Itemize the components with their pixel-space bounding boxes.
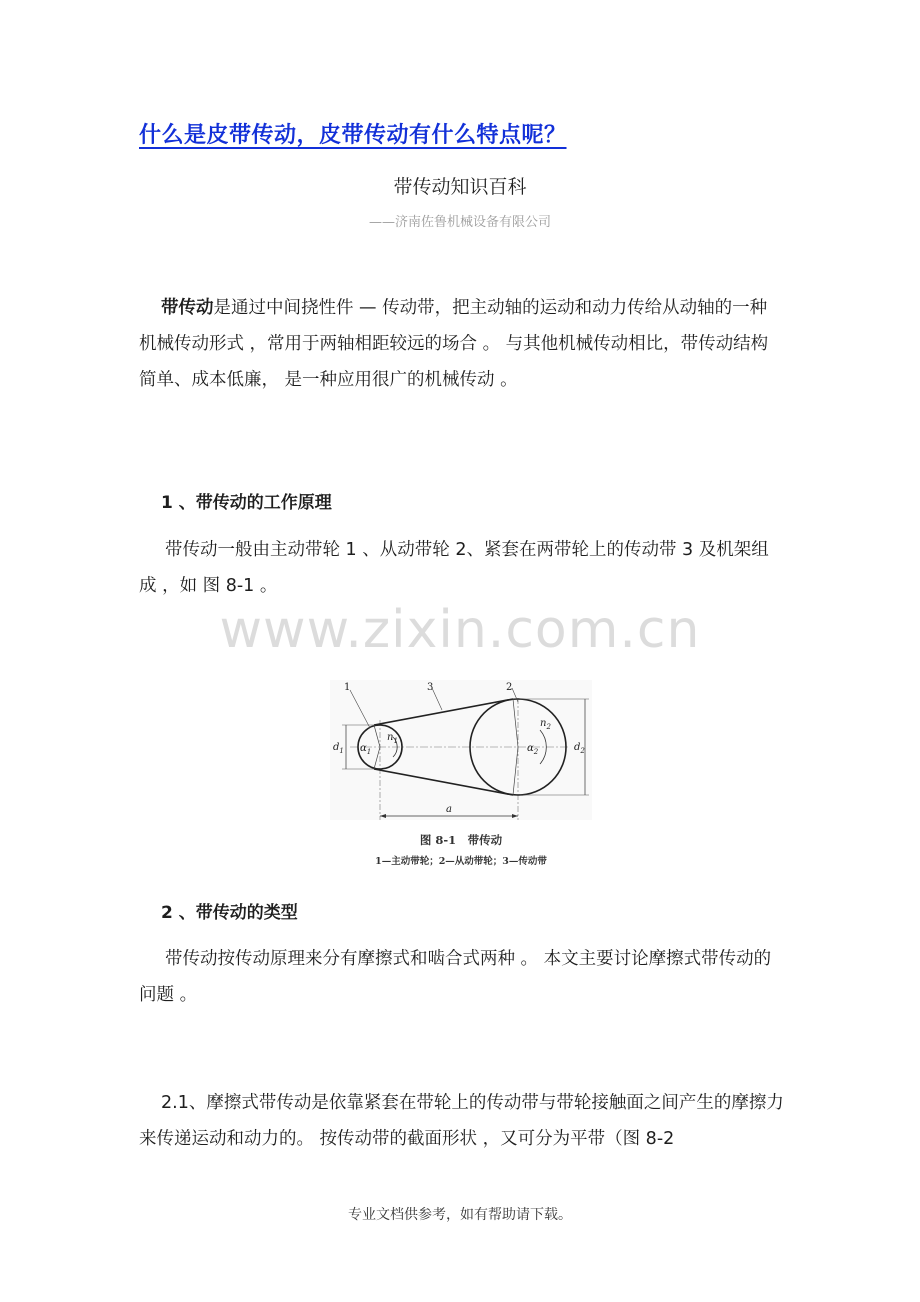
belt-drive-diagram (330, 680, 592, 868)
belt-drive-figure (330, 680, 592, 868)
label-n1: $n_1$ (387, 732, 398, 745)
page-footer: 专业文档供参考，如有帮助请下载。 (348, 1207, 572, 1223)
figure-legend: 1—主动带轮；2—从动带轮；3—传动带 (375, 856, 547, 867)
label-d2: $d_2$ (574, 742, 585, 755)
label-alpha2: $\alpha_2$ (527, 743, 539, 756)
label-alpha1: $\alpha_1$ (360, 743, 372, 756)
intro-body: 是通过中间挠性件 — 传动带，把主动轴的运动和动力传给从动轴的一种机械传动形式 ，常用于两轴相距较远的场合 。 与其他机械传动相比，带传动结构简单、成本低廉， 是一种应用很广的机械传动 。 (139, 298, 769, 390)
watermark: www.zixin.com.cn (219, 600, 701, 660)
label-d1: $d_1$ (333, 742, 344, 755)
section-1-body: 带传动一般由主动带轮 1 、从动带轮 2、紧套在两带轮上的传动带 3 及机架组成 ，如 图 8-1 。 (139, 540, 769, 596)
label-1: 1 (344, 682, 351, 693)
document-byline: ——济南佐鲁机械设备有限公司 (368, 215, 551, 230)
intro-paragraph (139, 290, 784, 398)
section-2-body: 带传动按传动原理来分有摩擦式和啮合式两种 。 本文主要讨论摩擦式带传动的问题 。 (139, 949, 772, 1005)
label-n2: $n_2$ (540, 718, 551, 731)
section-1-heading: 1 、带传动的工作原理 (161, 493, 332, 513)
section-2-1-body: 2.1、摩擦式带传动是依靠紧套在带轮上的传动带与带轮接触面之间产生的摩擦力来传递运动和动力的。 按传动带的截面形状 ，又可分为平带（图 8-2 (139, 1093, 784, 1149)
section-2-heading: 2 、带传动的类型 (161, 903, 298, 923)
label-3: 3 (427, 682, 434, 693)
label-a: a (446, 804, 452, 815)
intro-lead-term: 带传动 (161, 298, 214, 318)
label-2: 2 (506, 682, 513, 693)
document-title-link[interactable]: 什么是皮带传动，皮带传动有什么特点呢？ (139, 123, 567, 148)
figure-caption: 图 8-1 带传动 (419, 833, 503, 847)
document-subtitle: 带传动知识百科 (393, 176, 527, 198)
